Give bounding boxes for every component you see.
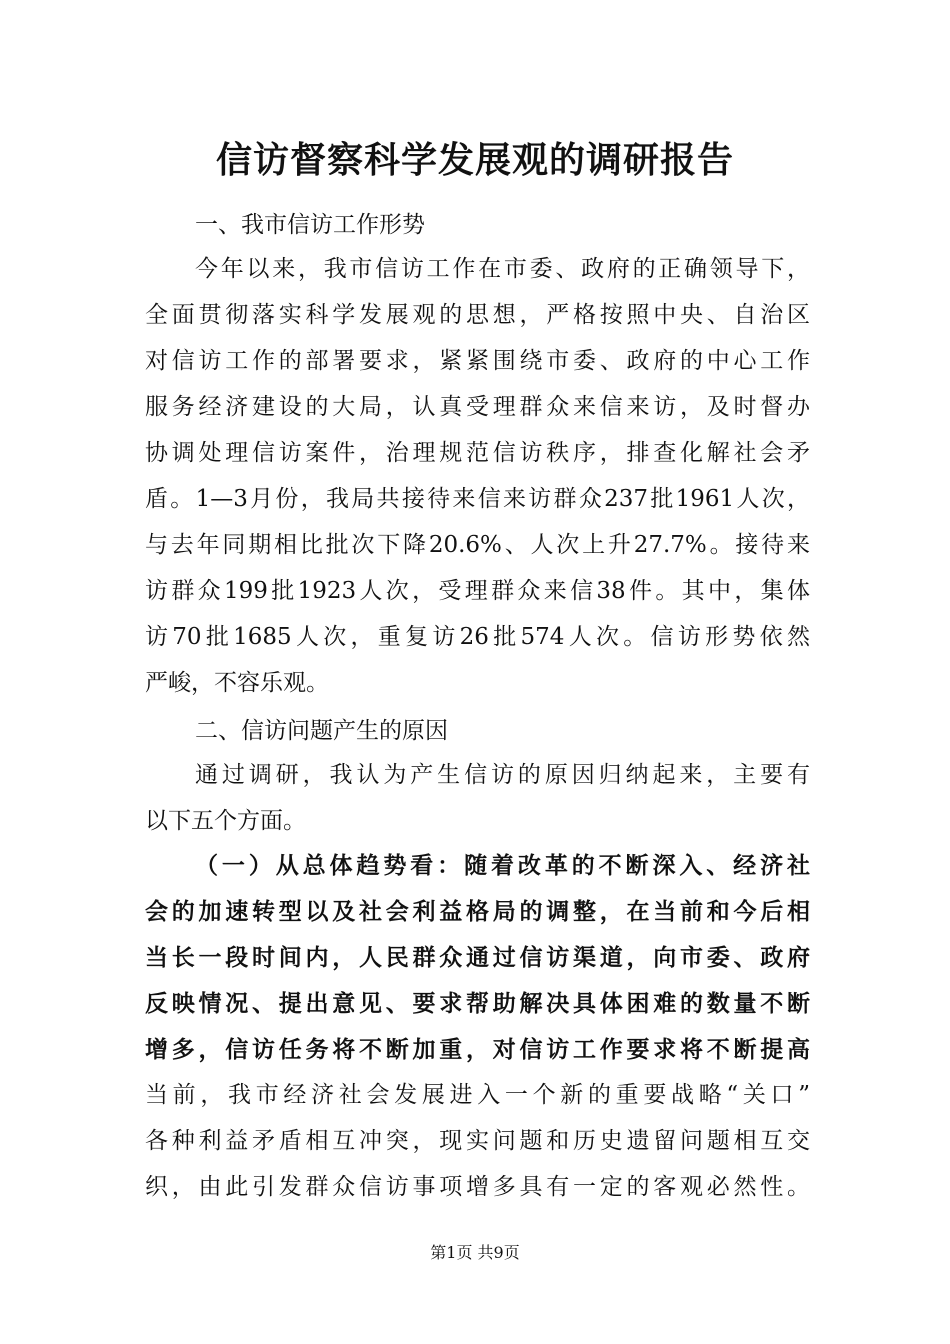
paragraph-line: 访群众199批1923人次，受理群众来信38件。其中，集体 <box>145 578 810 604</box>
paragraph-line: 各种利益矛盾相互冲突，现实问题和历史遗留问题相互交 <box>145 1128 810 1154</box>
bold-paragraph-line: 会的加速转型以及社会利益格局的调整，在当前和今后相 <box>145 899 810 925</box>
paragraph-line: 严峻，不容乐观。 <box>145 670 329 696</box>
bold-paragraph-line: 增多，信访任务将不断加重，对信访工作要求将不断提高 <box>145 1037 810 1063</box>
paragraph-line: 当前，我市经济社会发展进入一个新的重要战略“关口” <box>145 1082 810 1108</box>
paragraph-line: 与去年同期相比批次下降20.6%、人次上升27.7%。接待来 <box>145 532 810 558</box>
bold-paragraph-line: 当长一段时间内，人民群众通过信访渠道，向市委、政府 <box>145 945 810 971</box>
paragraph-line: 以下五个方面。 <box>145 808 306 834</box>
paragraph-line: 对信访工作的部署要求，紧紧围绕市委、政府的中心工作 <box>145 348 810 374</box>
bold-paragraph-line: 反映情况、提出意见、要求帮助解决具体困难的数量不断 <box>145 991 810 1017</box>
document-title: 信访督察科学发展观的调研报告 <box>215 139 734 181</box>
section-heading-2: 二、信访问题产生的原因 <box>195 718 448 744</box>
page-footer: 第1页 共9页 <box>430 1243 520 1262</box>
paragraph-line: 服务经济建设的大局，认真受理群众来信来访，及时督办 <box>145 394 810 420</box>
paragraph-line: 访70批1685人次，重复访26批574人次。信访形势依然 <box>145 624 810 650</box>
paragraph-line: 今年以来，我市信访工作在市委、政府的正确领导下， <box>195 256 810 282</box>
section-heading-1: 一、我市信访工作形势 <box>195 212 425 238</box>
paragraph-line: 织，由此引发群众信访事项增多具有一定的客观必然性。 <box>145 1174 810 1200</box>
paragraph-line: 盾。1—3月份，我局共接待来信来访群众237批1961人次， <box>145 486 810 512</box>
paragraph-line: 协调处理信访案件，治理规范信访秩序，排查化解社会矛 <box>145 440 810 466</box>
paragraph-line: 通过调研，我认为产生信访的原因归纳起来，主要有 <box>195 762 810 788</box>
bold-paragraph-line: （一）从总体趋势看：随着改革的不断深入、经济社 <box>195 853 810 879</box>
paragraph-line: 全面贯彻落实科学发展观的思想，严格按照中央、自治区 <box>145 302 810 328</box>
